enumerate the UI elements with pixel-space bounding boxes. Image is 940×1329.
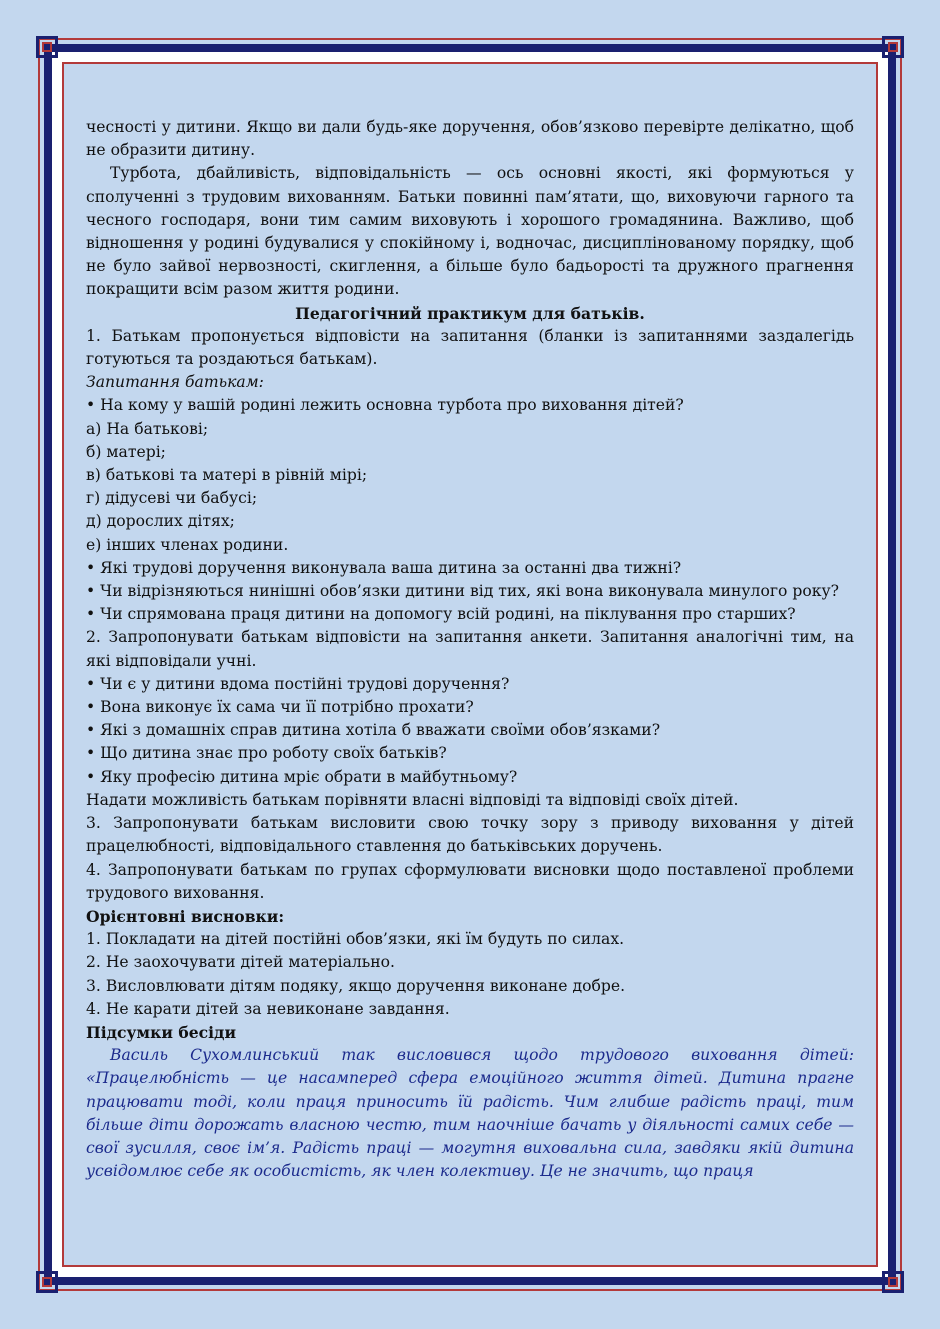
- option-c: в) батькові та матері в рівній мірі;: [86, 466, 368, 485]
- option-a: а) На батькові;: [86, 419, 209, 438]
- paragraph-care-responsibility: Турбота, дбайливість, відповідальність — ось основні якості, які формуються у сполученні з трудовим вихованням. Батьки повинні пам’ятати, що, виховуючи гарного та чесного господаря, вони тим самим виховують і хорошого громадянина. Важливо, щоб відношення у родині будувалися у спокійному і, водночас, дисциплінованому порядку, щоб не було зайвої нервозності, скиглення, а більше було бадьорості та дружного прагнення покращити всім разом життя родини.: [86, 164, 854, 299]
- sukhomlynsky-quote: Василь Сухомлинський так висловився щодо трудового виховання дітей: «Працелюбність — це насамперед сфера емоційного життя дітей. Дитина прагне працювати тоді, коли праця приносить їй радість. Чим глибше радість праці, тим більше діти дорожать власною честю, тим наочніше бачать у діяльності самих себе — свої зусилля, своє ім’я. Радість праці — могутня виховальна сила, завдяки якій дитина усвідомлює себе як особистість, як член колективу. Це не значить, що праця: [86, 1046, 854, 1181]
- list-item-4: 4. Запропонувати батькам по групах сформулювати висновки щодо поставленої проблеми трудового виховання.: [86, 860, 854, 902]
- section-heading-practicum: Педагогічний практикум для батьків.: [295, 303, 645, 323]
- conclusion-4: 4. Не карати дітей за невиконане завдання.: [86, 999, 450, 1018]
- question-1: • На кому у вашій родині лежить основна турбота про виховання дітей?: [86, 396, 684, 415]
- list-item-2: 2. Запропонувати батькам відповісти на запитання анкети. Запитання аналогічні тим, на які відповідали учні.: [86, 628, 854, 670]
- conclusions-title: Орієнтовні висновки:: [86, 906, 285, 926]
- frame-corner-top-left: [36, 36, 58, 58]
- frame-corner-bottom-left: [36, 1271, 58, 1293]
- summary-title: Підсумки бесіди: [86, 1022, 237, 1042]
- option-f: е) інших членах родини.: [86, 535, 289, 554]
- survey-question-1: • Чи є у дитини вдома постійні трудові доручення?: [86, 674, 510, 693]
- frame-corner-bottom-right: [882, 1271, 904, 1293]
- frame-corner-top-right: [882, 36, 904, 58]
- list-item-1: 1. Батькам пропонується відповісти на запитання (бланки із запитаннями заздалегідь готуються та роздаються батькам).: [86, 326, 854, 369]
- option-b: б) матері;: [86, 442, 166, 461]
- survey-question-2: • Вона виконує їх сама чи її потрібно прохати?: [86, 698, 474, 717]
- conclusion-2: 2. Не заохочувати дітей матеріально.: [86, 953, 396, 972]
- list-item-3: 3. Запропонувати батькам висловити свою точку зору з приводу виховання у дітей працелюбності, відповідального ставлення до батьківських доручень.: [86, 814, 854, 856]
- paragraph-continuation: чесності у дитини. Якщо ви дали будь-яке доручення, обов’язково перевірте делікатно, щоб не образити дитину.: [86, 118, 854, 160]
- option-e: д) дорослих дітях;: [86, 512, 235, 531]
- question-4: • Чи спрямована праця дитини на допомогу всій родині, на піклування про старших?: [86, 605, 796, 624]
- document-body: [86, 116, 854, 1183]
- conclusion-3: 3. Висловлювати дітям подяку, якщо доручення виконане добре.: [86, 976, 626, 995]
- survey-question-4: • Що дитина знає про роботу своїх батьків?: [86, 744, 447, 763]
- survey-question-3: • Які з домашніх справ дитина хотіла б вважати своїми обов’язками?: [86, 721, 661, 740]
- questions-title: Запитання батькам:: [86, 373, 264, 392]
- survey-question-5: • Яку професію дитина мріє обрати в майбутньому?: [86, 767, 518, 786]
- option-d: г) дідусеві чи бабусі;: [86, 489, 258, 508]
- compare-answers: Надати можливість батькам порівняти власні відповіді та відповіді своїх дітей.: [86, 790, 739, 809]
- conclusion-1: 1. Покладати на дітей постійні обов’язки, які їм будуть по силах.: [86, 930, 625, 949]
- question-2: • Які трудові доручення виконувала ваша дитина за останні два тижні?: [86, 558, 682, 577]
- question-3: • Чи відрізняються нинішні обов’язки дитини від тих, які вона виконувала минулого року?: [86, 582, 840, 601]
